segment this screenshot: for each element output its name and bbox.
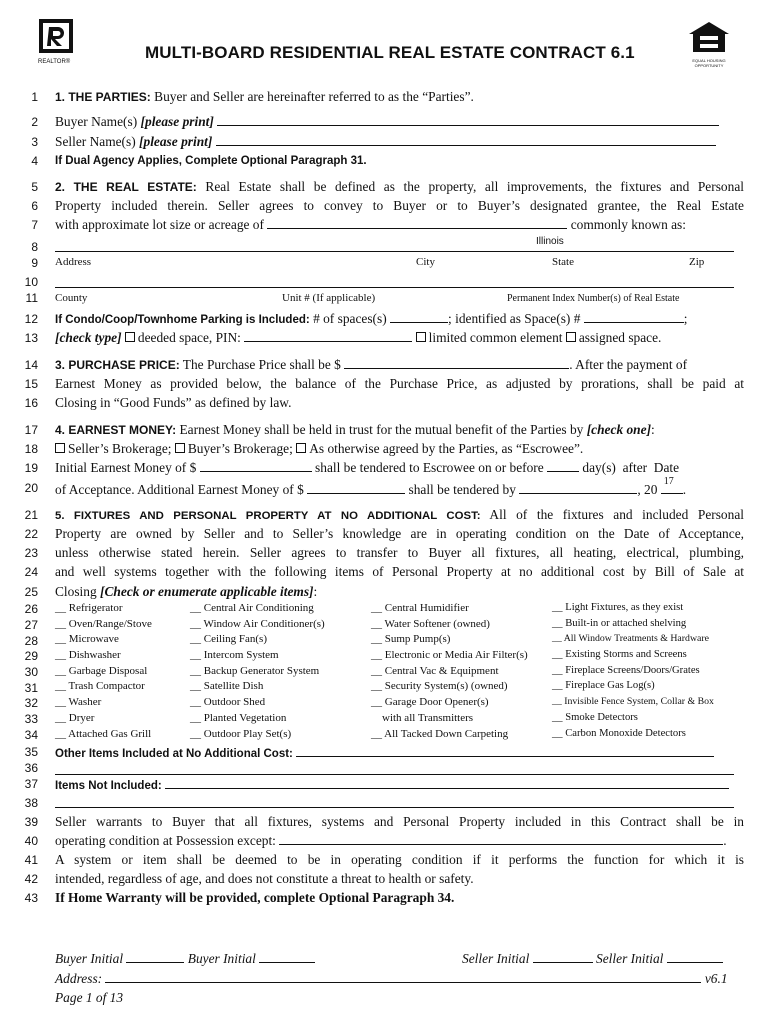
line-number: 30 (24, 665, 38, 679)
paragraph-text: Property are owned by Seller and to Seller’s knowledge are in operating condition on the Date of Acceptance, (55, 526, 744, 541)
not-included-line (55, 776, 744, 795)
seller-name-line (55, 133, 744, 151)
item-checkbox[interactable]: __ Electronic or Media Air Filter(s) (371, 649, 528, 662)
other-escrowee-checkbox[interactable] (296, 443, 306, 453)
buyer-initial-field[interactable] (259, 950, 315, 963)
section-heading: 3. PURCHASE PRICE: (55, 358, 180, 372)
line-number: 16 (24, 396, 38, 410)
unit-label: Unit # (If applicable) (282, 292, 376, 304)
item-checkbox[interactable]: __ Central Air Conditioning (190, 602, 314, 614)
possession-exceptions-field[interactable] (279, 832, 723, 845)
earnest-money-line (55, 421, 744, 439)
paragraph-text: Property included therein. Seller agrees to convey to Buyer or to Buyer’s designated grantee, the Real Estate (55, 198, 744, 213)
please-print-note: [please print] (139, 134, 213, 149)
parking-heading: If Condo/Coop/Townhome Parking is Included: (55, 314, 310, 326)
realtor-logo (38, 18, 74, 64)
paragraph-text: Closing (55, 584, 97, 599)
assigned-space-checkbox[interactable] (566, 332, 576, 342)
buyer-name-line (55, 113, 744, 131)
section-heading: 5. FIXTURES AND PERSONAL PROPERTY AT NO ADDITIONAL COST: (55, 510, 481, 522)
county-label: County (55, 292, 88, 304)
page-title: MULTI-BOARD RESIDENTIAL REAL ESTATE CONTRACT 6.1 (145, 43, 635, 62)
space-id-label: ; identified as Space(s) # (448, 311, 581, 326)
parking-line (55, 310, 744, 329)
line-number: 39 (24, 815, 38, 829)
lot-size-field[interactable] (267, 216, 567, 229)
item-checkbox[interactable]: __ Refrigerator (55, 602, 123, 614)
not-included-label: Items Not Included: (55, 780, 162, 792)
item-checkbox[interactable]: __ Washer (55, 696, 102, 709)
paragraph-text: shall be tendered by (408, 482, 516, 497)
line-number: 24 (24, 565, 38, 579)
year-prefix: , 20 (637, 482, 658, 497)
fixtures-line (55, 506, 744, 525)
address-field[interactable] (55, 251, 734, 252)
parking-type-line (55, 329, 744, 347)
zip-label: Zip (689, 256, 705, 268)
other-escrowee-label: As otherwise agreed by the Parties, as “Escrowee”. (309, 441, 584, 456)
item-checkbox[interactable]: __ Water Softener (owned) (371, 617, 490, 630)
line-number: 26 (24, 602, 38, 616)
paragraph-text: A system or item shall be deemed to be in operating condition if it performs the function for which it is (55, 852, 744, 867)
item-checkbox[interactable]: __ Satellite Dish (190, 680, 264, 693)
buyer-initial-label: Buyer Initial (187, 951, 256, 966)
additional-earnest-label: of Acceptance. Additional Earnest Money of $ (55, 482, 304, 497)
item-continuation: with all Transmitters (371, 711, 474, 724)
line-number: 32 (24, 696, 38, 710)
line-number: 21 (24, 508, 38, 522)
county-pin-field[interactable] (55, 287, 734, 288)
buyer-initial-label: Buyer Initial (55, 951, 124, 966)
buyer-name-label: Buyer Name(s) (55, 114, 138, 129)
check-one-label: [check one] (586, 422, 652, 437)
limited-common-label: limited common element (428, 330, 563, 345)
paragraph-text: day(s) after Date (582, 460, 680, 475)
not-included-field[interactable] (165, 776, 729, 789)
not-included-field-2[interactable] (55, 807, 734, 808)
deeded-space-label: deeded space, PIN: (137, 330, 241, 345)
line-number: 43 (24, 891, 38, 905)
real-estate-line-5 (55, 178, 744, 196)
items-column-2 (190, 602, 325, 743)
spaces-count-field[interactable] (390, 310, 448, 323)
line-number: 31 (24, 681, 38, 695)
section-heading: 2. THE REAL ESTATE: (55, 180, 197, 194)
item-checkbox[interactable]: __ Garage Door Opener(s) (371, 696, 489, 709)
purchase-price-line (55, 356, 744, 374)
paragraph-text: Closing in “Good Funds” as defined by law. (55, 395, 292, 410)
initial-earnest-field[interactable] (200, 459, 312, 472)
punctuation: . (682, 482, 687, 497)
state-value: Illinois (536, 236, 564, 247)
line-number: 5 (31, 180, 38, 194)
seller-name-label: Seller Name(s) (55, 134, 136, 149)
punctuation: : (651, 422, 655, 437)
line-number: 40 (24, 834, 38, 848)
buyer-brokerage-label: Buyer’s Brokerage; (187, 441, 293, 456)
item-checkbox[interactable]: __ Smoke Detectors (552, 711, 638, 723)
line-number: 17 (24, 423, 38, 437)
footer-address-line (55, 970, 728, 987)
section-heading: 4. EARNEST MONEY: (55, 423, 177, 437)
item-checkbox[interactable]: __ Planted Vegetation (190, 711, 287, 724)
line-number: 9 (31, 256, 38, 270)
item-checkbox[interactable]: __ Outdoor Shed (190, 696, 266, 709)
escrowee-options-line (55, 440, 744, 458)
pin-label: Permanent Index Number(s) of Real Estate (507, 293, 680, 304)
spaces-label: # of spaces(s) (313, 311, 387, 326)
limited-common-checkbox[interactable] (416, 332, 426, 342)
item-checkbox[interactable]: __ Dishwasher (55, 649, 121, 662)
item-checkbox[interactable]: __ Fireplace Gas Log(s) (552, 680, 655, 692)
paragraph-text: and well systems together with the following items of Personal Property at no additional cost by Bill of Sale at (55, 564, 744, 579)
equal-housing-logo (686, 20, 732, 68)
line-number: 11 (25, 291, 38, 305)
line-number: 15 (24, 377, 38, 391)
seller-name-field[interactable] (216, 133, 716, 146)
item-checkbox[interactable]: __ Central Humidifier (371, 602, 469, 614)
buyer-initial-field[interactable] (126, 950, 184, 963)
lot-size-line (55, 216, 744, 234)
address-label: Address (55, 256, 92, 268)
dual-agency-note: If Dual Agency Applies, Complete Optional Paragraph 31. (55, 155, 367, 167)
purchase-price-field[interactable] (344, 356, 569, 369)
seller-brokerage-label: Seller’s Brokerage; (68, 441, 172, 456)
please-print-note: [please print] (140, 114, 214, 129)
line-number: 41 (24, 853, 38, 867)
item-checkbox[interactable]: __ Garbage Disposal (55, 664, 148, 677)
seller-initial-field[interactable] (667, 950, 723, 963)
version-label: v6.1 (704, 971, 728, 986)
realtor-caption: REALTOR® (38, 59, 71, 65)
item-checkbox[interactable]: __ Invisible Fence System, Collar & Box (552, 696, 714, 708)
item-checkbox[interactable]: __ Central Vac & Equipment (371, 664, 499, 677)
line-number: 19 (24, 461, 38, 475)
year-field[interactable] (661, 476, 683, 494)
line-number: 18 (24, 442, 38, 456)
line-number: 12 (24, 312, 38, 326)
additional-earnest-field[interactable] (307, 481, 405, 494)
item-checkbox[interactable]: __ Outdoor Play Set(s) (190, 727, 292, 740)
line-number: 1 (31, 90, 38, 104)
paragraph-text: shall be tendered to Escrowee on or before (315, 460, 544, 475)
equal-housing-icon (686, 20, 732, 54)
line-number: 4 (31, 154, 38, 168)
possession-label: operating condition at Possession except: (55, 833, 276, 848)
item-checkbox[interactable]: __ Carbon Monoxide Detectors (552, 727, 686, 739)
seller-initial-label: Seller Initial (596, 951, 664, 966)
paragraph-text: Earnest Money shall be held in trust for the mutual benefit of the Parties by (179, 422, 584, 437)
other-items-field[interactable] (296, 744, 714, 757)
parties-line (55, 88, 744, 106)
tender-date-field[interactable] (519, 481, 637, 494)
line-number: 35 (24, 745, 38, 759)
items-column-4 (552, 602, 714, 743)
item-checkbox[interactable]: __ Dryer (55, 711, 95, 724)
line-number: 8 (31, 240, 38, 254)
item-checkbox[interactable]: __ Built-in or attached shelving (552, 617, 687, 629)
item-checkbox[interactable]: __ Fireplace Screens/Doors/Grates (552, 664, 700, 676)
realtor-r-icon (38, 18, 74, 54)
line-number: 2 (31, 115, 38, 129)
punctuation: ; (683, 311, 688, 326)
closing-line (55, 583, 744, 601)
item-checkbox[interactable]: __ Attached Gas Grill (55, 727, 152, 740)
item-checkbox[interactable]: __ Oven/Range/Stove (55, 617, 152, 630)
item-checkbox[interactable]: __ Backup Generator System (190, 664, 320, 677)
item-checkbox[interactable]: __ Existing Storms and Screens (552, 649, 687, 661)
initial-earnest-label: Initial Earnest Money of $ (55, 460, 197, 475)
check-items-label: [Check or enumerate applicable items] (100, 584, 314, 599)
other-items-line (55, 744, 744, 763)
seller-initial-label: Seller Initial (462, 951, 530, 966)
line-number: 29 (24, 649, 38, 663)
item-checkbox[interactable]: __ Sump Pump(s) (371, 633, 451, 646)
line-number: 20 (24, 481, 38, 495)
lot-size-label: with approximate lot size or acreage of (55, 217, 264, 232)
deeded-space-checkbox[interactable] (125, 332, 135, 342)
line-number: 22 (24, 527, 38, 541)
line-number: 3 (31, 135, 38, 149)
check-type-label: [check type] (55, 330, 122, 345)
buyer-initials (55, 950, 315, 967)
line-number: 7 (31, 218, 38, 232)
line-number: 23 (24, 546, 38, 560)
seller-initials (462, 950, 723, 967)
line-number: 38 (24, 796, 38, 810)
possession-line (55, 832, 744, 850)
year-value: 17 (663, 476, 674, 487)
line-number: 33 (24, 712, 38, 726)
paragraph-text: Seller warrants to Buyer that all fixtures, systems and Personal Property included in this Contract shall be in (55, 814, 744, 829)
line-number: 34 (24, 728, 38, 742)
line-number: 28 (24, 634, 38, 648)
assigned-space-label: assigned space. (578, 330, 662, 345)
buyer-name-field[interactable] (217, 113, 719, 126)
purchase-price-label: The Purchase Price shall be $ (182, 357, 341, 372)
line-number: 36 (24, 761, 38, 775)
item-checkbox[interactable]: __ Window Air Conditioner(s) (190, 617, 325, 630)
seller-initial-field[interactable] (533, 950, 593, 963)
paragraph-text: . After the payment of (569, 357, 688, 372)
line-number: 6 (31, 199, 38, 213)
item-checkbox[interactable]: __ Security System(s) (owned) (371, 680, 508, 693)
initial-earnest-line (55, 459, 744, 477)
item-checkbox[interactable]: __ Intercom System (190, 649, 279, 662)
section-heading: 1. THE PARTIES: (55, 90, 151, 104)
buyer-brokerage-checkbox[interactable] (175, 443, 185, 453)
punctuation: : (313, 584, 318, 599)
commonly-known-label: commonly known as: (570, 217, 686, 232)
items-column-1 (55, 602, 152, 743)
other-items-label: Other Items Included at No Additional Cost: (55, 748, 293, 760)
seller-brokerage-checkbox[interactable] (55, 443, 65, 453)
line-number: 25 (24, 585, 38, 599)
city-label: City (416, 256, 435, 268)
line-number: 27 (24, 618, 38, 632)
eho-caption: EQUAL HOUSING OPPORTUNITY (692, 58, 726, 68)
item-checkbox[interactable]: __ Light Fixtures, as they exist (552, 602, 684, 613)
item-checkbox[interactable]: __ Ceiling Fan(s) (190, 633, 267, 646)
state-label: State (552, 256, 574, 268)
item-checkbox[interactable]: __ Microwave (55, 633, 119, 646)
item-checkbox[interactable]: __ All Window Treatments & Hardware (552, 633, 709, 645)
footer-address-field[interactable] (105, 970, 701, 983)
parking-pin-field[interactable] (244, 329, 412, 342)
line-number: 10 (24, 275, 38, 289)
items-column-3 (371, 602, 528, 743)
other-items-field-2[interactable] (55, 774, 734, 775)
days-field[interactable] (547, 459, 579, 472)
paragraph-text: Real Estate shall be defined as the property, all improvements, the fixtures and Personal (205, 179, 744, 194)
space-id-field[interactable] (584, 310, 684, 323)
paragraph-text: intended, regardless of age, and does not constitute a threat to health or safety. (55, 871, 474, 886)
paragraph-text: unless otherwise stated herein. Seller agrees to transfer to Buyer all fixtures, all heating, electrical, plumbing, (55, 545, 744, 560)
line-number: 37 (24, 777, 38, 791)
line-number: 14 (24, 358, 38, 372)
item-checkbox[interactable]: __ All Tacked Down Carpeting (371, 727, 509, 740)
paragraph-text: Buyer and Seller are hereinafter referred to as the “Parties”. (154, 89, 474, 104)
home-warranty-note: If Home Warranty will be provided, complete Optional Paragraph 34. (55, 890, 455, 905)
page-number: Page 1 of 13 (55, 990, 124, 1005)
punctuation: . (723, 833, 727, 848)
paragraph-text: Earnest Money as provided below, the balance of the Purchase Price, as adjusted by prorations, shall be paid at (55, 376, 744, 391)
address-label: Address: (55, 971, 103, 986)
paragraph-text: All of the fixtures and included Personal (489, 507, 744, 522)
item-checkbox[interactable]: __ Trash Compactor (55, 680, 145, 693)
line-number: 42 (24, 872, 38, 886)
line-number: 13 (24, 331, 38, 345)
additional-earnest-line (55, 476, 744, 499)
